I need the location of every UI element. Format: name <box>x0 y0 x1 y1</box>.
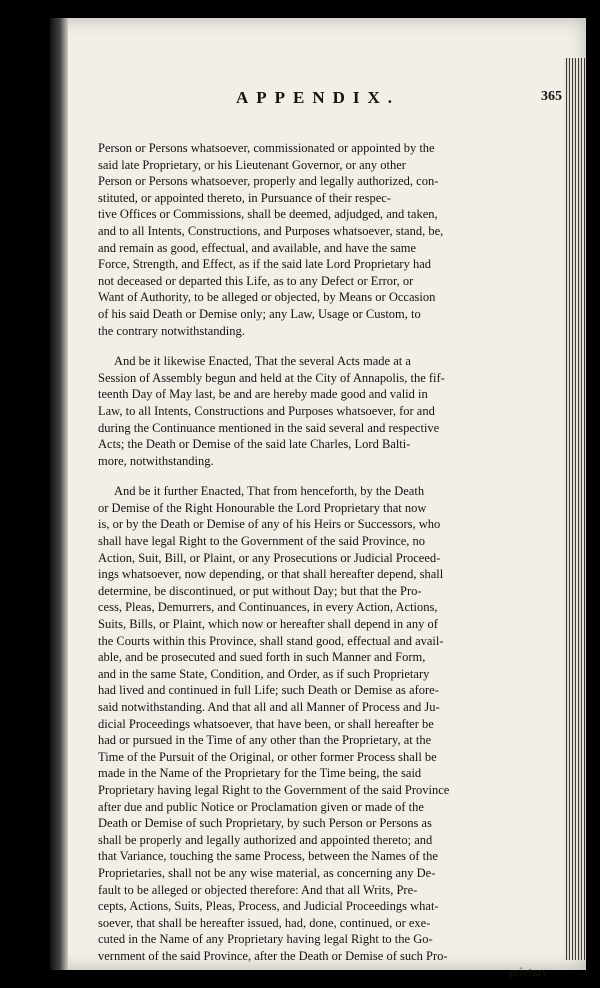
text-line: able, and be prosecuted and sued forth in such Manner and Form, <box>98 650 426 665</box>
text-line: Acts; the Death or Demise of the said late Charles, Lord Balti- <box>98 437 411 452</box>
catchword: prietary <box>509 964 548 979</box>
text-line: Person or Persons whatsoever, properly and legally authorized, con- <box>98 174 439 189</box>
text-line: Proprietary having legal Right to the Government of the said Province <box>98 782 450 797</box>
text-line: dicial Proceedings whatsoever, that have been, or shall hereafter be <box>98 716 434 731</box>
text-line: after due and public Notice or Proclamation given or made of the <box>98 799 424 814</box>
text-line: And be it further Enacted, That from henceforth, by the Death <box>114 484 425 499</box>
text-line: is, or by the Death or Demise of any of his Heirs or Successors, who <box>98 517 441 532</box>
paragraph <box>98 483 548 964</box>
text-line: tive Offices or Commissions, shall be deemed, adjudged, and taken, <box>98 207 438 222</box>
text-line: said late Proprietary, or his Lieutenant Governor, or any other <box>98 157 406 172</box>
text-line: Force, Strength, and Effect, as if the said late Lord Proprietary had <box>98 257 431 272</box>
text-line: Session of Assembly begun and held at the City of Annapolis, the fif- <box>98 370 445 385</box>
text-line: and to all Intents, Constructions, and Purposes whatsoever, stand, be, <box>98 223 444 238</box>
page-edges <box>564 58 586 960</box>
text-line: that Variance, touching the same Process, between the Names of the <box>98 849 438 864</box>
text-line: said notwithstanding. And that all and all Manner of Process and Ju- <box>98 700 440 714</box>
text-line: during the Continuance mentioned in the said several and respective <box>98 420 440 435</box>
body-text <box>98 106 548 965</box>
text-line: cepts, Actions, Suits, Pleas, Process, and Judicial Proceedings what- <box>98 899 439 914</box>
text-line: and in the same State, Condition, and Order, as if such Proprietary <box>98 666 430 681</box>
text-line: Death or Demise of such Proprietary, by such Person or Persons as <box>98 816 432 831</box>
text-line: shall be properly and legally authorized and appointed thereto; and <box>98 832 433 847</box>
running-head-title: APPENDIX. <box>235 88 401 107</box>
text-line: Proprietaries, shall not be any wise material, as concerning any De- <box>98 865 436 880</box>
paragraph-gap <box>98 469 548 483</box>
page-number: 365 <box>541 89 562 104</box>
text-line: Person or Persons whatsoever, commissionated or appointed by the <box>98 141 435 155</box>
paragraph-gap <box>98 339 548 353</box>
text-line: Suits, Bills, or Plaint, which now or hereafter shall depend in any of <box>98 617 438 632</box>
text-line: fault to be alleged or objected therefore: And that all Writs, Pre- <box>98 882 418 897</box>
text-line: Time of the Pursuit of the Original, or other former Process shall be <box>98 749 437 764</box>
text-line: soever, that shall be hereafter issued, had, done, continued, or exe- <box>98 915 431 930</box>
page-content <box>98 88 562 980</box>
text-line: Law, to all Intents, Constructions and Purposes whatsoever, for and <box>98 403 435 418</box>
text-line: Action, Suit, Bill, or Plaint, or any Prosecutions or Judicial Proceed- <box>98 550 441 565</box>
text-line: and remain as good, effectual, and available, and have the same <box>98 240 417 255</box>
text-line: had lived and continued in full Life; such Death or Demise as afore- <box>98 683 439 698</box>
text-line: cuted in the Name of any Proprietary having legal Right to the Go- <box>98 932 433 947</box>
text-line: stituted, or appointed thereto, in Pursuance of their respec- <box>98 190 391 205</box>
text-line: the contrary notwithstanding. <box>98 323 245 338</box>
text-line: of his said Death or Demise only; any Law, Usage or Custom, to <box>98 306 421 321</box>
book-binding-shadow <box>50 18 68 970</box>
text-line: or Demise of the Right Honourable the Lord Proprietary that now <box>98 500 427 515</box>
text-line: had or pursued in the Time of any other than the Proprietary, at the <box>98 733 432 748</box>
text-line: shall have legal Right to the Government of the said Province, no <box>98 534 426 549</box>
text-line: made in the Name of the Proprietary for the Time being, the said <box>98 766 422 781</box>
text-line: teenth Day of May last, be and are hereby made good and valid in <box>98 387 428 402</box>
running-head <box>98 88 562 110</box>
text-line: more, notwithstanding. <box>98 453 214 468</box>
text-line: Want of Authority, to be alleged or objected, by Means or Occasion <box>98 290 436 305</box>
paragraph <box>98 353 548 469</box>
text-line: not deceased or departed this Life, as to any Defect or Error, or <box>98 273 414 288</box>
text-line: determine, be discontinued, or put without Day; but that the Pro- <box>98 583 422 598</box>
book-page <box>50 18 586 979</box>
text-line: And be it likewise Enacted, That the several Acts made at a <box>114 354 411 369</box>
text-line: ings whatsoever, now depending, or that shall hereafter depend, shall <box>98 567 444 582</box>
text-line: vernment of the said Province, after the Death or Demise of such Pro- <box>98 948 448 963</box>
text-line: cess, Pleas, Demurrers, and Continuances, in every Action, Actions, <box>98 600 438 615</box>
text-line: the Courts within this Province, shall stand good, effectual and avail- <box>98 633 444 648</box>
paragraph <box>98 140 548 339</box>
